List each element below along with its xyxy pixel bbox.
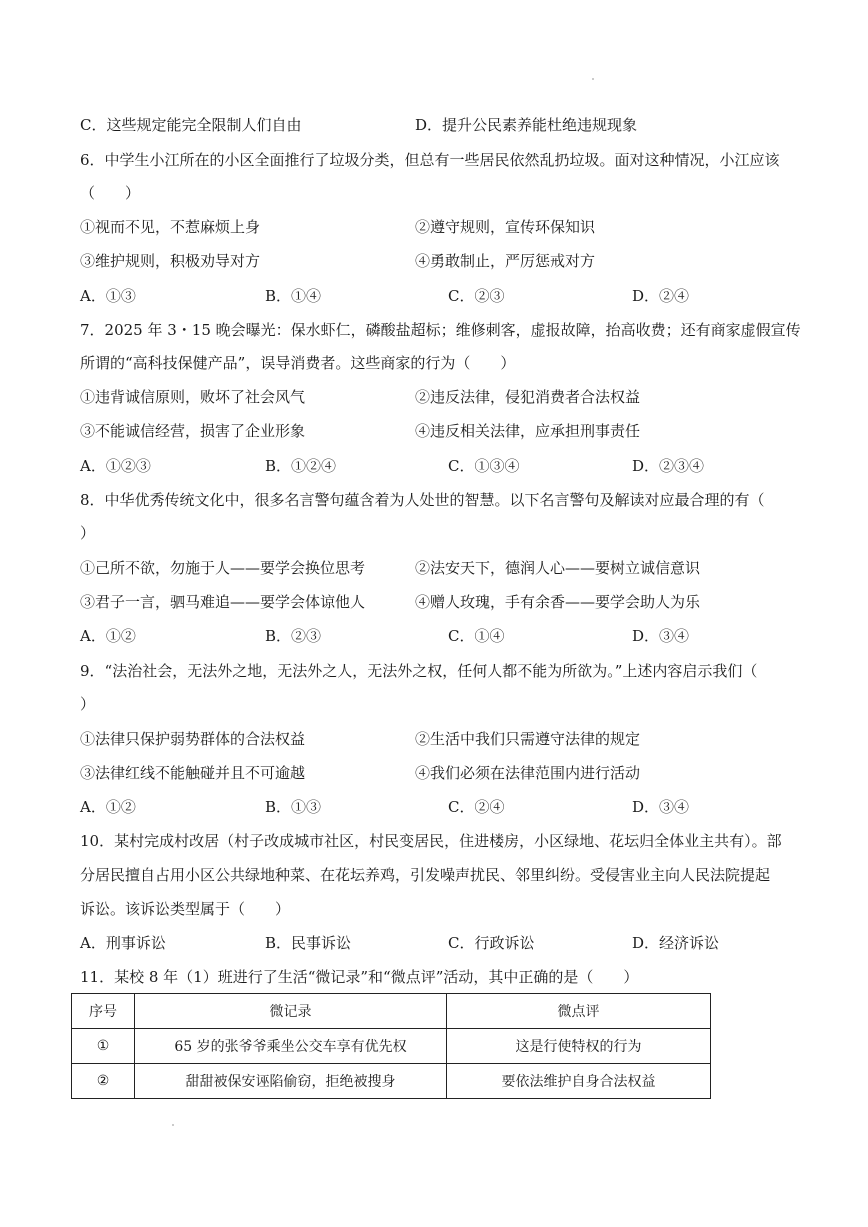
q7-statement-2: ②违反法律，侵犯消费者合法权益 [415, 388, 641, 406]
q8-statement-3: ③君子一言，驷马难追——要学会体谅他人 [80, 593, 366, 611]
q8-option-c: C．①④ [448, 627, 505, 645]
q10-stem-line3: 诉讼。该诉讼类型属于（ ） [80, 900, 291, 918]
table-row [72, 1064, 711, 1099]
q9-statement-3: ③法律红线不能触碰并且不可逾越 [80, 764, 306, 782]
q8-stem-line2: ） [80, 524, 96, 542]
q7-option-d: D．②③④ [632, 457, 705, 475]
q6-option-b: B．①④ [265, 287, 322, 305]
scan-dot [592, 78, 594, 80]
q8-option-d: D．③④ [632, 627, 690, 645]
q9-statement-2: ②生活中我们只需遵守法律的规定 [415, 730, 641, 748]
table-cell-record: 甜甜被保安诬陷偷窃，拒绝被搜身 [135, 1064, 447, 1099]
table-cell-comment: 这是行使特权的行为 [447, 1029, 711, 1064]
q8-option-b: B．②③ [265, 627, 322, 645]
table-cell-index: ① [72, 1029, 135, 1064]
q9-stem-line2: ） [80, 695, 96, 713]
q8-statement-2: ②法安天下，德润人心——要树立诚信意识 [415, 559, 701, 577]
q9-stem-line1: 9．“法治社会，无法外之地，无法外之人，无法外之权，任何人都不能为所欲为。”上述内容启示我们（ [80, 662, 758, 680]
q7-option-a: A．①②③ [80, 457, 151, 475]
q7-stem-line1: 7．2025 年 3・15 晚会曝光：保水虾仁，磷酸盐超标；维修刺客，虚报故障，抬高收费；还有商家虚假宣传 [80, 321, 801, 339]
table-header-row [72, 994, 711, 1029]
q10-stem-line1: 10．某村完成村改居（村子改成城市社区，村民变居民，住进楼房，小区绿地、花坛归全体业主共有）。部 [80, 832, 782, 850]
q7-option-c: C．①③④ [448, 457, 520, 475]
q11-table [71, 993, 711, 1099]
scan-dot [172, 1124, 174, 1126]
q9-option-b: B．①③ [265, 798, 322, 816]
q5-option-d: D．提升公民素养能杜绝违规现象 [415, 116, 638, 134]
q10-option-c: C．行政诉讼 [448, 934, 535, 952]
q8-option-a: A．①② [80, 627, 136, 645]
table-header-index: 序号 [72, 994, 135, 1029]
q8-statement-4: ④赠人玫瑰，手有余香——要学会助人为乐 [415, 593, 701, 611]
q11-stem: 11．某校 8 年（1）班进行了生活“微记录”和“微点评”活动，其中正确的是（ ） [80, 968, 639, 986]
q9-option-c: C．②④ [448, 798, 505, 816]
table-header-comment: 微点评 [447, 994, 711, 1029]
q6-statement-4: ④勇敢制止，严厉惩戒对方 [415, 252, 596, 270]
q9-statement-1: ①法律只保护弱势群体的合法权益 [80, 730, 306, 748]
q7-stem-line2: 所谓的“高科技保健产品”，误导消费者。这些商家的行为（ ） [80, 354, 516, 372]
q7-option-b: B．①②④ [265, 457, 337, 475]
q7-statement-3: ③不能诚信经营，损害了企业形象 [80, 422, 306, 440]
q6-statement-1: ①视而不见，不惹麻烦上身 [80, 218, 261, 236]
q6-statement-3: ③维护规则，积极劝导对方 [80, 252, 261, 270]
q6-option-c: C．②③ [448, 287, 505, 305]
q7-statement-1: ①违背诚信原则，败坏了社会风气 [80, 388, 306, 406]
q5-option-c: C．这些规定能完全限制人们自由 [80, 116, 302, 134]
table-cell-comment: 要依法维护自身合法权益 [447, 1064, 711, 1099]
q8-statement-1: ①己所不欲，勿施于人——要学会换位思考 [80, 559, 366, 577]
q6-statement-2: ②遵守规则，宣传环保知识 [415, 218, 596, 236]
q10-option-d: D．经济诉讼 [632, 934, 720, 952]
table-header-record: 微记录 [135, 994, 447, 1029]
q9-statement-4: ④我们必须在法律范围内进行活动 [415, 764, 641, 782]
table-cell-index: ② [72, 1064, 135, 1099]
q6-stem-line1: 6．中学生小江所在的小区全面推行了垃圾分类，但总有一些居民依然乱扔垃圾。面对这种情况，小江应该 [80, 151, 780, 169]
q9-option-d: D．③④ [632, 798, 690, 816]
q10-option-a: A．刑事诉讼 [80, 934, 166, 952]
q6-option-a: A．①③ [80, 287, 136, 305]
q10-stem-line2: 分居民擅自占用小区公共绿地种菜、在花坛养鸡，引发噪声扰民、邻里纠纷。受侵害业主向人民法院提起 [80, 866, 771, 884]
q8-stem-line1: 8．中华优秀传统文化中，很多名言警句蕴含着为人处世的智慧。以下名言警句及解读对应最合理的有（ [80, 491, 765, 509]
q6-option-d: D．②④ [632, 287, 690, 305]
table-row [72, 1029, 711, 1064]
table-cell-record: 65 岁的张爷爷乘坐公交车享有优先权 [135, 1029, 447, 1064]
q9-option-a: A．①② [80, 798, 136, 816]
q10-option-b: B．民事诉讼 [265, 934, 352, 952]
q6-stem-line2: （ ） [80, 184, 141, 202]
q7-statement-4: ④违反相关法律，应承担刑事责任 [415, 422, 641, 440]
